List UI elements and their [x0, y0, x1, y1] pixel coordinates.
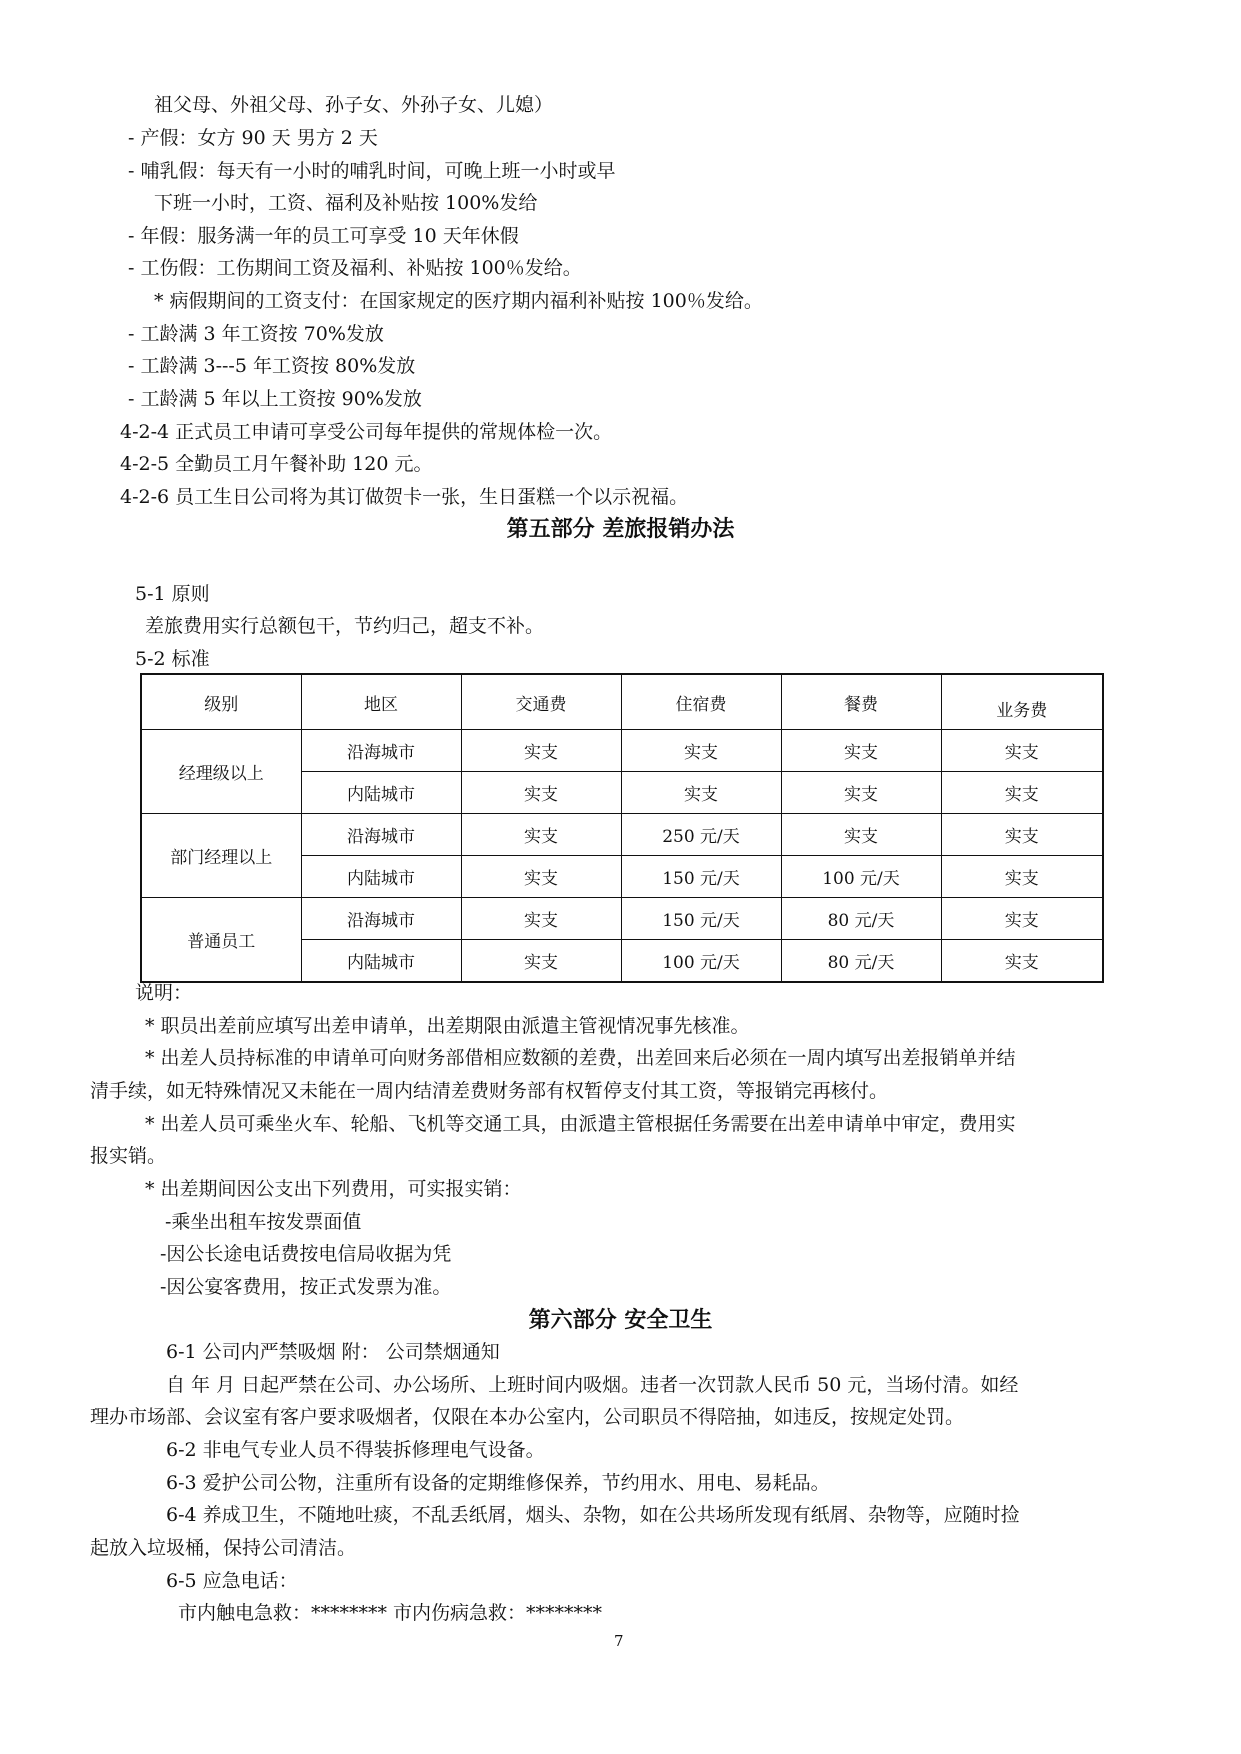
note-line: -因公长途电话费按电信局收据为凭 — [160, 1243, 452, 1265]
travel-standards-table — [140, 673, 1104, 983]
table-cell: 实支 — [461, 898, 621, 940]
table-row — [141, 814, 1103, 856]
table-cell: 实支 — [461, 730, 621, 772]
leave-line: - 哺乳假：每天有一小时的哺乳时间，可晚上班一小时或早 — [128, 160, 616, 182]
clause-line: 4-2-4 正式员工申请可享受公司每年提供的常规体检一次。 — [120, 421, 613, 443]
leave-line: - 工龄满 3 年工资按 70%发放 — [128, 323, 384, 345]
part6-line: 6-2 非电气专业人员不得装拆修理电气设备。 — [166, 1439, 545, 1461]
level-cell: 普通员工 — [141, 898, 301, 983]
section-heading: 5-2 标准 — [135, 648, 210, 670]
table-header-cell: 业务费 — [941, 674, 1103, 730]
table-cell: 内陆城市 — [301, 940, 461, 983]
table-cell: 100 元/天 — [621, 940, 781, 983]
level-cell: 部门经理以上 — [141, 814, 301, 898]
table-cell: 实支 — [461, 814, 621, 856]
table-cell: 实支 — [781, 772, 941, 814]
leave-line: 祖父母、外祖父母、孙子女、外孙子女、儿媳） — [154, 94, 554, 116]
leave-line: - 产假：女方 90 天 男方 2 天 — [128, 127, 378, 149]
note-line: -因公宴客费用，按正式发票为准。 — [160, 1276, 452, 1298]
leave-line: - 工伤假：工伤期间工资及福利、补贴按 100％发给。 — [128, 257, 582, 279]
part6-line: 6-5 应急电话： — [166, 1570, 298, 1592]
table-cell: 实支 — [941, 940, 1103, 983]
table-cell: 实支 — [941, 772, 1103, 814]
table-cell: 实支 — [781, 814, 941, 856]
table-cell: 100 元/天 — [781, 856, 941, 898]
level-cell: 经理级以上 — [141, 730, 301, 814]
leave-line: 下班一小时，工资、福利及补贴按 100%发给 — [154, 192, 538, 214]
notes-heading: 说明： — [135, 982, 193, 1004]
clause-line: 4-2-6 员工生日公司将为其订做贺卡一张，生日蛋糕一个以示祝福。 — [120, 486, 689, 508]
table-cell: 150 元/天 — [621, 898, 781, 940]
note-line: * 出差期间因公支出下列费用，可实报实销： — [145, 1178, 522, 1200]
table-cell: 实支 — [941, 856, 1103, 898]
table-cell: 实支 — [461, 856, 621, 898]
part6-line: 6-4 养成卫生，不随地吐痰，不乱丢纸屑，烟头、杂物，如在公共场所发现有纸屑、杂物等，应随时捡 — [166, 1504, 1020, 1526]
table-header-cell: 住宿费 — [621, 674, 781, 730]
leave-line: - 工龄满 5 年以上工资按 90%发放 — [128, 388, 422, 410]
section-text: 差旅费用实行总额包干，节约归己，超支不补。 — [145, 615, 545, 637]
part6-line: 自 年 月 日起严禁在公司、办公场所、上班时间内吸烟。违者一次罚款人民币 50 元，当场付清。如经 — [166, 1374, 1019, 1396]
part6-title: 第六部分 安全卫生 — [528, 1307, 713, 1333]
table-header-cell: 地区 — [301, 674, 461, 730]
leave-line: * 病假期间的工资支付：在国家规定的医疗期内福利补贴按 100％发给。 — [154, 290, 763, 312]
table-cell: 沿海城市 — [301, 730, 461, 772]
table-header-row — [141, 674, 1103, 730]
table-cell: 沿海城市 — [301, 898, 461, 940]
table-cell: 实支 — [621, 730, 781, 772]
part6-line: 理办市场部、会议室有客户要求吸烟者，仅限在本办公室内，公司职员不得陪抽，如违反，按规定处罚。 — [90, 1406, 965, 1428]
part6-line: 6-1 公司内严禁吸烟 附： 公司禁烟通知 — [166, 1341, 500, 1363]
table-cell: 实支 — [941, 898, 1103, 940]
part6-line: 6-3 爱护公司公物，注重所有设备的定期维修保养，节约用水、用电、易耗品。 — [166, 1472, 830, 1494]
clause-line: 4-2-5 全勤员工月午餐补助 120 元。 — [120, 453, 433, 475]
note-line: 清手续，如无特殊情况又未能在一周内结清差费财务部有权暂停支付其工资，等报销完再核付。 — [90, 1080, 889, 1102]
table-cell: 内陆城市 — [301, 772, 461, 814]
part6-line: 市内触电急救：******** 市内伤病急救：******** — [178, 1602, 603, 1624]
table-cell: 80 元/天 — [781, 940, 941, 983]
table-cell: 250 元/天 — [621, 814, 781, 856]
table-cell: 实支 — [461, 772, 621, 814]
note-line: * 出差人员可乘坐火车、轮船、飞机等交通工具，由派遣主管根据任务需要在出差申请单中审定，费用实 — [145, 1113, 1016, 1135]
table-cell: 实支 — [941, 814, 1103, 856]
page-number: 7 — [614, 1632, 624, 1650]
table-cell: 实支 — [781, 730, 941, 772]
table-cell: 内陆城市 — [301, 856, 461, 898]
table-cell: 80 元/天 — [781, 898, 941, 940]
table-cell: 150 元/天 — [621, 856, 781, 898]
note-line: 报实销。 — [90, 1145, 167, 1167]
note-line: * 出差人员持标准的申请单可向财务部借相应数额的差费，出差回来后必须在一周内填写出差报销单并结 — [145, 1047, 1016, 1069]
table-header-cell: 交通费 — [461, 674, 621, 730]
note-line: * 职员出差前应填写出差申请单，出差期限由派遣主管视情况事先核准。 — [145, 1015, 750, 1037]
part6-line: 起放入垃圾桶，保持公司清洁。 — [90, 1537, 357, 1559]
part5-title: 第五部分 差旅报销办法 — [506, 516, 735, 542]
table-row — [141, 730, 1103, 772]
section-heading: 5-1 原则 — [135, 583, 210, 605]
table-header-cell: 级别 — [141, 674, 301, 730]
note-line: -乘坐出租车按发票面值 — [165, 1211, 362, 1233]
table-row — [141, 898, 1103, 940]
table-header-cell: 餐费 — [781, 674, 941, 730]
table-cell: 沿海城市 — [301, 814, 461, 856]
table-cell: 实支 — [621, 772, 781, 814]
table-cell: 实支 — [941, 730, 1103, 772]
leave-line: - 工龄满 3---5 年工资按 80%发放 — [128, 355, 416, 377]
table-cell: 实支 — [461, 940, 621, 983]
leave-line: - 年假：服务满一年的员工可享受 10 天年休假 — [128, 225, 519, 247]
